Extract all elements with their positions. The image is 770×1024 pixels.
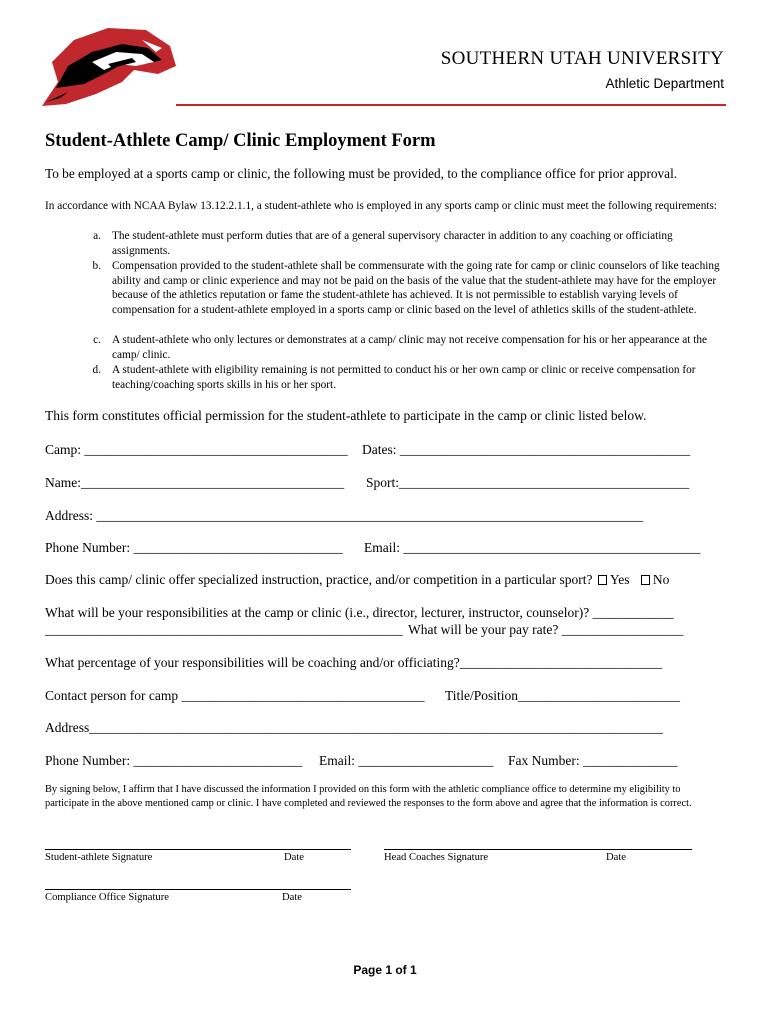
contact-phone-field[interactable]: Phone Number: _________________________ xyxy=(45,753,303,768)
responsibilities-continuation-field[interactable]: _____________________________________________________ xyxy=(45,622,403,637)
dates-field[interactable]: Dates: ___________________________________________ xyxy=(362,442,691,457)
contact-address-field[interactable]: Address_____________________________________________________________________________________ xyxy=(45,720,663,735)
department-name: Athletic Department xyxy=(605,76,724,91)
thunderbird-logo-icon xyxy=(38,22,180,112)
requirement-marker: b. xyxy=(92,260,101,272)
coach-signature-line[interactable] xyxy=(384,849,692,850)
no-label: No xyxy=(652,572,670,587)
student-signature-line[interactable] xyxy=(45,849,351,850)
address-field[interactable]: Address: _________________________________________________________________________________ xyxy=(45,508,644,523)
requirement-item xyxy=(75,259,730,332)
contact-person-field[interactable]: Contact person for camp ____________________________________ xyxy=(45,688,425,703)
phone-field[interactable]: Phone Number: _______________________________ xyxy=(45,540,343,555)
coach-signature-label: Head Coaches Signature xyxy=(384,852,489,863)
camp-field[interactable]: Camp: _______________________________________ xyxy=(45,442,348,457)
title-position-field[interactable]: Title/Position________________________ xyxy=(445,688,681,703)
specialized-question xyxy=(45,572,669,588)
ncaa-bylaw-text: In accordance with NCAA Bylaw 13.12.2.1.1, a student-athlete who is employed in any sports camp or clinic must meet the following requirements: xyxy=(45,200,718,212)
requirement-text: A student-athlete with eligibility remaining is not permitted to conduct his or her own camp or clinic or receive compensation for teaching/coaching sports skills in his or her sport. xyxy=(112,364,696,391)
requirement-item xyxy=(75,229,730,258)
fax-field[interactable]: Fax Number: ______________ xyxy=(508,753,678,768)
student-signature-label: Student-athlete Signature xyxy=(45,852,153,863)
compliance-signature-label: Compliance Office Signature xyxy=(45,892,169,903)
yes-label: Yes xyxy=(609,572,630,587)
page-number: Page 1 of 1 xyxy=(353,963,417,977)
requirement-text: Compensation provided to the student-athlete shall be commensurate with the going rate for camp or clinic counselors of like teaching ability and camp or clinic experience and may not be paid on the basis of the value that the student-athlete may have for the employer because of the athletics reputation or fame the student-athlete has achieved. It is not permissible to establish varying levels of compensation for a student-athlete employed in a sports camp or clinic based on the level of athletics skills of the student-athlete. xyxy=(112,260,720,316)
intro-text: To be employed at a sports camp or clinic, the following must be provided, to the compliance office for prior approval. xyxy=(45,166,678,181)
university-name: SOUTHERN UTAH UNIVERSITY xyxy=(440,48,724,69)
no-checkbox-icon[interactable] xyxy=(641,575,650,585)
specialized-question-text: Does this camp/ clinic offer specialized instruction, practice, and/or competition in a particular sport? xyxy=(45,572,593,587)
yes-checkbox-icon[interactable] xyxy=(598,575,607,585)
form-title: Student-Athlete Camp/ Clinic Employment Form xyxy=(45,131,436,151)
pay-rate-field[interactable]: What will be your pay rate? __________________ xyxy=(408,622,684,637)
requirement-item xyxy=(75,363,730,392)
header-divider xyxy=(176,104,726,106)
requirement-text: The student-athlete must perform duties that are of a general supervisory character in addition to any coaching or officiating assignments. xyxy=(112,230,673,257)
student-date-label: Date xyxy=(284,852,304,863)
permission-statement: This form constitutes official permission for the student-athlete to participate in the camp or clinic listed below. xyxy=(45,408,647,423)
compliance-signature-line[interactable] xyxy=(45,889,351,890)
requirement-item xyxy=(75,333,730,362)
contact-email-field[interactable]: Email: ____________________ xyxy=(319,753,494,768)
percentage-field[interactable]: What percentage of your responsibilities will be coaching and/or officiating?______________________________ xyxy=(45,655,663,670)
consent-statement: By signing below, I affirm that I have discussed the information I provided on this form with the athletic compliance office to determine my eligibility to participate in the above mentioned camp or clinic. I have completed and reviewed the responses to the form above and agree that the information is correct. xyxy=(45,784,692,809)
sport-field[interactable]: Sport:___________________________________________ xyxy=(366,475,690,490)
responsibilities-field[interactable]: What will be your responsibilities at the camp or clinic (i.e., director, lecturer, instructor, counselor)? ____________ xyxy=(45,605,674,620)
email-field[interactable]: Email: ____________________________________________ xyxy=(364,540,701,555)
coach-date-label: Date xyxy=(606,852,626,863)
requirement-text: A student-athlete who only lectures or demonstrates at a camp/ clinic may not receive compensation for his or her appearance at the camp/ clinic. xyxy=(112,334,708,361)
requirement-marker: a. xyxy=(93,230,101,242)
requirement-marker: d. xyxy=(92,364,101,376)
requirement-marker: c. xyxy=(93,334,101,346)
compliance-date-label: Date xyxy=(282,892,302,903)
name-field[interactable]: Name:_______________________________________ xyxy=(45,475,345,490)
